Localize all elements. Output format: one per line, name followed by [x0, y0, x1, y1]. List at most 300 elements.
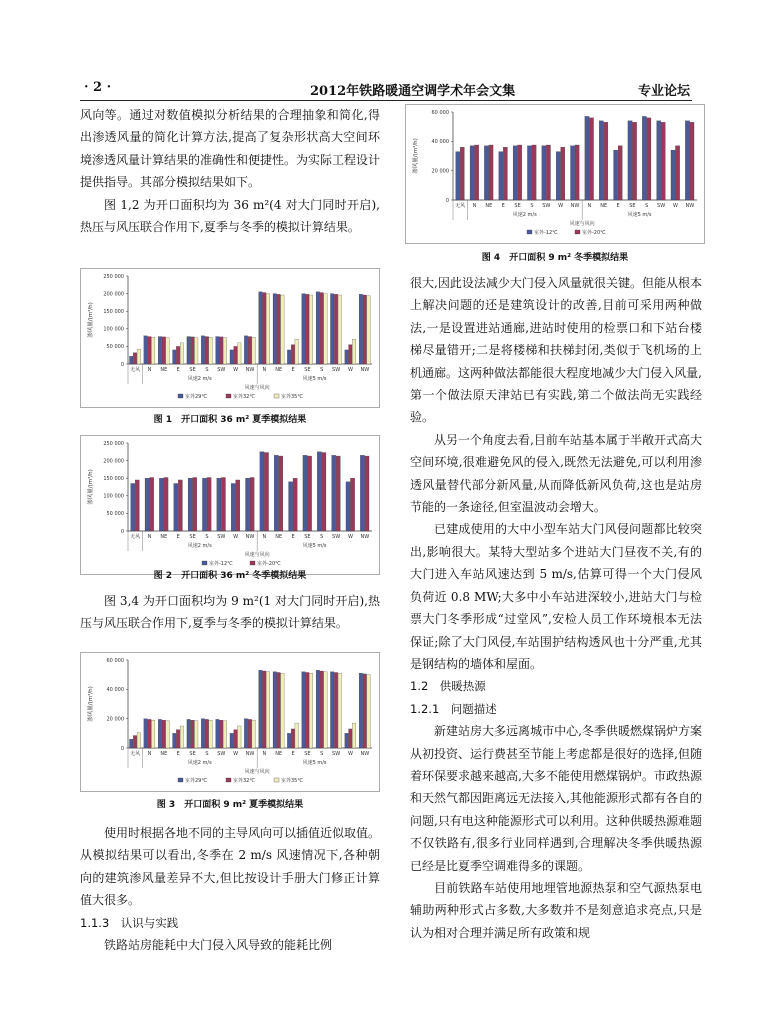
x-tick-label: NE [275, 751, 283, 757]
bar [287, 733, 290, 748]
figure-3-chart [80, 652, 380, 792]
x-tick-label: N [262, 367, 267, 373]
bar [166, 721, 169, 748]
x-tick-label: N [472, 203, 477, 209]
bar [349, 345, 352, 364]
bar [277, 672, 280, 748]
bar [460, 147, 464, 200]
bar [499, 152, 503, 200]
y-tick-label: 0 [445, 197, 449, 204]
x-tick-label: SW [217, 534, 226, 540]
paragraph: 目前铁路车站使用地埋管地源热泵和空气源热泵电辅助两种形式占多数,大多数并不是刻意追求亮点,只是认为相对合理并满足所有政策和规 [410, 880, 702, 940]
legend-swatch [202, 561, 207, 565]
right-text-block [410, 272, 702, 944]
bar [287, 350, 290, 364]
bar [201, 336, 204, 364]
bar [248, 719, 251, 748]
x-tick-label: NE [600, 203, 608, 209]
x-tick-label: N [262, 534, 267, 540]
bar [137, 733, 140, 748]
legend-swatch [226, 394, 231, 398]
bar [334, 672, 337, 748]
paragraph: 图 1,2 为开口面积均为 36 m²(4 对大门同时开启),热压与风压联合作用下,夏季与冬季的模拟计算结果。 [80, 197, 380, 235]
paragraph: 图 3,4 为开口面积均为 9 m²(1 对大门同时开启),热压与风压联合作用下,夏季与冬季的模拟计算结果。 [80, 594, 380, 631]
x-tick-label: S [530, 203, 534, 209]
bar [336, 456, 340, 531]
x-tick-label: E [176, 367, 180, 373]
bar [219, 720, 222, 748]
bar [293, 478, 297, 531]
bar [246, 478, 250, 531]
bar [618, 146, 622, 200]
figure-1-chart [80, 268, 380, 408]
group-label: 风速2 m/s [187, 543, 212, 549]
figure-4-caption: 图 4 开口面积 9 m² 冬季模拟结果 [481, 253, 629, 263]
bar [291, 729, 294, 748]
bar [145, 478, 149, 531]
x-axis-label: 风速与风向 [244, 769, 270, 775]
legend-label: 室外-20℃ [257, 561, 281, 567]
x-axis-label: 风速与风向 [244, 552, 270, 558]
bar [503, 147, 507, 200]
x-tick-label: S [320, 367, 324, 373]
journal-title: 2012年铁路暖通空调学术年会文集 [310, 84, 516, 99]
bar [367, 296, 370, 364]
legend-label: 室外35℃ [281, 778, 303, 784]
bar [324, 294, 327, 364]
y-tick-label: 0 [120, 745, 124, 752]
bar [209, 720, 212, 748]
bar [131, 483, 135, 531]
bar [345, 733, 348, 748]
figure-4-chart [405, 104, 705, 244]
x-tick-label: S [320, 534, 324, 540]
x-tick-label: W [558, 203, 564, 209]
bar [614, 150, 618, 200]
bar [266, 294, 269, 364]
bar [542, 146, 546, 200]
y-tick-label: 200 000 [103, 291, 124, 298]
y-tick-label: 20 000 [106, 716, 124, 723]
paragraph: 铁路站房能耗中大门侵入风导致的能耗比例 [104, 938, 333, 953]
bar [191, 337, 194, 364]
bar [281, 673, 284, 748]
x-tick-label: NW [360, 534, 370, 540]
x-tick-label: NE [275, 534, 283, 540]
running-header [80, 78, 692, 101]
bar [317, 452, 321, 531]
x-tick-label: S [205, 367, 209, 373]
legend-swatch [178, 778, 183, 782]
bar [180, 343, 183, 364]
bar [193, 477, 197, 531]
x-tick-label: SE [189, 751, 196, 757]
x-tick-label: W [672, 203, 678, 209]
bar [561, 147, 565, 200]
bar [188, 478, 192, 531]
subsection-heading: 1.2.1 问题描述 [410, 701, 497, 716]
x-tick-label: SE [304, 367, 311, 373]
bar [363, 295, 366, 364]
bar [238, 726, 241, 748]
x-tick-label: SW [332, 534, 341, 540]
bar [291, 345, 294, 364]
bar [316, 670, 319, 748]
bar [338, 673, 341, 748]
bar [205, 337, 208, 364]
bar [158, 337, 161, 364]
legend-label: 室外-20℃ [582, 230, 606, 236]
x-tick-label: NE [160, 534, 168, 540]
legend-label: 室外-12℃ [209, 561, 233, 567]
y-tick-label: 50 000 [106, 511, 124, 518]
left-text-block-2 [80, 590, 380, 635]
figure-2-caption: 图 2 开口面积 36 m² 冬季模拟结果 [153, 571, 307, 581]
bar [144, 336, 147, 364]
bar [260, 452, 264, 531]
bar [330, 294, 333, 364]
x-tick-label: N [147, 367, 152, 373]
bar [259, 670, 262, 748]
bar [234, 730, 237, 748]
bar [456, 152, 460, 200]
bar [223, 338, 226, 364]
paragraph: 很大,因此设法减少大门侵入风量就很关键。但能从根本上解决问题的还是建筑设计的改善,目前可采用两种做法,一是设置进站通廊,进站时使用的检票口和下站台楼梯尽量错开;二是将楼梯和扶梯封闭,类似于飞机场的上机通廊。这两种做法都能很大程度地减少大门侵入风量,第一个做法原天津站已有实践,第二个做法尚无实践经验。 [410, 276, 702, 425]
bar [352, 723, 355, 748]
figure-3-caption: 图 3 开口面积 9 m² 夏季模拟结果 [156, 800, 304, 810]
bar [484, 146, 488, 200]
y-axis-label: 渗风量/(m³/h) [88, 469, 94, 505]
bar [164, 477, 168, 531]
bar [628, 121, 632, 200]
legend-swatch [250, 561, 255, 565]
x-tick-label: W [233, 367, 239, 373]
y-axis-label: 渗风量/(m³/h) [88, 686, 94, 722]
x-tick-label: N [147, 751, 152, 757]
bar [661, 122, 665, 200]
bar [133, 353, 136, 364]
legend-swatch [527, 230, 532, 234]
bar [599, 121, 603, 200]
y-tick-label: 150 000 [103, 309, 124, 315]
x-tick-label: SW [657, 203, 666, 209]
y-tick-label: 0 [120, 361, 124, 368]
bar [178, 480, 182, 531]
bar [187, 719, 190, 748]
bar [324, 672, 327, 748]
bar [585, 116, 589, 200]
bar [306, 294, 309, 364]
bar [320, 293, 323, 364]
bar [359, 294, 362, 364]
x-tick-label: SW [332, 367, 341, 373]
group-label: 风速5 m/s [302, 376, 327, 382]
bar [194, 721, 197, 748]
bar [130, 739, 133, 748]
group-label: 风速2 m/s [187, 760, 212, 766]
bar [262, 671, 265, 748]
legend-label: 室外29℃ [185, 394, 207, 400]
x-tick-label: NW [245, 534, 255, 540]
group-label: 风速5 m/s [302, 543, 327, 549]
bar [642, 116, 646, 200]
bar [137, 349, 140, 364]
bar [352, 339, 355, 364]
x-axis-label: 风速与风向 [244, 385, 270, 391]
bar [360, 455, 364, 531]
section-heading: 1.2 供暖热源 [410, 679, 486, 694]
section-name: 专业论坛 [637, 84, 690, 99]
figure-2-chart [80, 435, 380, 575]
bar [151, 337, 154, 364]
bar [148, 719, 151, 748]
x-tick-label: SW [332, 751, 341, 757]
bar [234, 346, 237, 364]
x-tick-label: SE [304, 534, 311, 540]
bar [322, 453, 326, 531]
legend-swatch [274, 394, 279, 398]
bar [470, 146, 474, 200]
x-tick-label: NW [360, 751, 370, 757]
paragraph: 新建站房大多远离城市中心,冬季供暖燃煤锅炉方案从初投资、运行费甚至节能上考虑都是很好的选择,但随着环保要求越来越高,大多不能使用燃煤锅炉。市政热源和天然气都因距离远无法接入,其他能源形式都有各自的问题,只有电这种能源形式可以利用。这种供暖热源难题不仅铁路有,很多行业同样遇到,合理解决冬季供暖热源已经是比夏季空调难得多的课题。 [410, 724, 702, 873]
bar [359, 673, 362, 748]
x-tick-label: N [262, 751, 267, 757]
legend-label: 室外-12℃ [534, 230, 558, 236]
bar [690, 122, 694, 200]
y-tick-label: 40 000 [106, 687, 124, 694]
bar [575, 145, 579, 200]
bar [671, 150, 675, 200]
bar [277, 294, 280, 364]
y-tick-label: 100 000 [103, 493, 124, 500]
x-tick-label: 无风 [455, 203, 466, 209]
bar [221, 477, 225, 531]
bar [363, 674, 366, 748]
bar [309, 673, 312, 748]
bar [133, 736, 136, 748]
bar [264, 453, 268, 531]
page-number: · 2 · [84, 80, 112, 95]
y-tick-label: 20 000 [431, 168, 449, 175]
group-label: 风速5 m/s [627, 212, 652, 218]
paragraph: 风向等。通过对数值模拟分析结果的合理抽象和简化,得出渗透风量的简化计算方法,提高了复杂形状高大空间环境渗透风量计算结果的准确性和便捷性。为实际工程设计提供指导。其部分模拟结果如下。 [80, 108, 381, 190]
bar [201, 719, 204, 748]
bar [216, 337, 219, 364]
y-tick-label: 0 [120, 528, 124, 535]
x-tick-label: NW [685, 203, 695, 209]
bar [159, 478, 163, 531]
x-tick-label: NE [485, 203, 493, 209]
bar [166, 338, 169, 364]
bar [320, 671, 323, 748]
x-tick-label: E [176, 751, 180, 757]
x-tick-label: SW [217, 751, 226, 757]
bar [330, 672, 333, 748]
legend-swatch [226, 778, 231, 782]
bar [295, 723, 298, 748]
bar [266, 672, 269, 748]
y-tick-label: 200 000 [103, 458, 124, 465]
x-tick-label: E [501, 203, 505, 209]
bar [316, 292, 319, 364]
bar [685, 121, 689, 200]
x-tick-label: SE [304, 751, 311, 757]
bar [475, 145, 479, 200]
y-tick-label: 60 000 [431, 109, 449, 116]
bar [158, 719, 161, 748]
x-tick-label: E [291, 534, 295, 540]
x-tick-label: NW [570, 203, 580, 209]
bar [334, 294, 337, 364]
bar [632, 122, 636, 200]
bar [150, 477, 154, 531]
bar [217, 478, 221, 531]
group-label: 风速2 m/s [512, 212, 537, 218]
x-tick-label: SW [542, 203, 551, 209]
legend-swatch [575, 230, 580, 234]
x-tick-label: E [176, 534, 180, 540]
x-tick-label: NW [245, 751, 255, 757]
x-tick-label: SE [189, 534, 196, 540]
bar [194, 338, 197, 364]
y-tick-label: 250 000 [103, 440, 124, 447]
paragraph: 使用时根据各地不同的主导风向可以插值近似取值。从模拟结果可以看出,冬季在 2 m/s 风速情况下,各种朝向的建筑渗风量差异不大,但比按设计手册大门修正计算值大很多。 [80, 826, 381, 908]
bar [230, 733, 233, 748]
bar [279, 456, 283, 531]
x-tick-label: E [291, 367, 295, 373]
x-tick-label: 无风 [130, 751, 141, 757]
legend-label: 室外29℃ [185, 778, 207, 784]
y-tick-label: 150 000 [103, 476, 124, 482]
x-tick-label: W [347, 367, 353, 373]
bar [657, 121, 661, 200]
bar [230, 350, 233, 364]
paragraph: 已建成使用的大中小型车站大门风侵问题都比较突出,影响很大。某特大型站多个进站大门昼夜不关,有的大门进入车站风速达到 5 m/s,估算可得一个大门侵风负荷近 0.8 MW;大多中小车站进深较小,进站大门与检票大门冬季形成“过堂风”,安检人员工作环境根本无法保证;除了大门风侵,车站围护结构透风也十分严重,尤其是钢结构的墙体和屋面。 [410, 522, 702, 671]
bar [346, 482, 350, 531]
bar [556, 152, 560, 200]
bar [295, 339, 298, 364]
bar [274, 455, 278, 531]
bar [180, 726, 183, 748]
bar [546, 145, 550, 200]
x-tick-label: W [233, 751, 239, 757]
y-axis-label: 渗风量/(m³/h) [88, 302, 94, 338]
bar [532, 145, 536, 200]
bar [202, 478, 206, 531]
bar [489, 145, 493, 200]
y-tick-label: 250 000 [103, 273, 124, 280]
paragraph: 从另一个角度去看,目前车站基本属于半敞开式高大空间环境,很难避免风的侵入,既然无法避免,可以利用渗透风量替代部分新风量,从而降低新风负荷,这也是站房节能的一条途径,但室温波动会增大。 [410, 432, 702, 515]
x-tick-label: S [320, 751, 324, 757]
bar [259, 292, 262, 364]
bar [527, 146, 531, 200]
x-tick-label: S [205, 534, 209, 540]
y-tick-label: 60 000 [106, 657, 124, 664]
bar [604, 122, 608, 200]
figure-1-caption: 图 1 开口面积 36 m² 夏季模拟结果 [153, 415, 307, 425]
bar [223, 721, 226, 748]
bar [191, 720, 194, 748]
x-tick-label: SE [514, 203, 521, 209]
bar [236, 480, 240, 531]
bar [518, 145, 522, 200]
x-tick-label: NE [160, 751, 168, 757]
x-tick-label: NW [245, 367, 255, 373]
subsection-heading: 1.1.3 认识与实践 [80, 915, 179, 930]
x-tick-label: W [347, 534, 353, 540]
legend-label: 室外32℃ [233, 778, 255, 784]
x-tick-label: W [347, 751, 353, 757]
legend-label: 室外35℃ [281, 394, 303, 400]
y-tick-label: 50 000 [106, 344, 124, 351]
x-tick-label: N [587, 203, 592, 209]
bar [252, 720, 255, 748]
x-tick-label: N [147, 534, 152, 540]
bar [513, 146, 517, 200]
bar [309, 295, 312, 364]
bar [365, 456, 369, 531]
bar [176, 730, 179, 748]
bar [273, 672, 276, 748]
bar [647, 118, 651, 200]
bar [130, 356, 133, 364]
bar [176, 346, 179, 364]
bar [252, 337, 255, 364]
x-tick-label: SW [217, 367, 226, 373]
bar [302, 294, 305, 364]
x-tick-label: NW [360, 367, 370, 373]
left-text-block-3 [80, 822, 380, 956]
bar [345, 350, 348, 364]
bar [250, 477, 254, 531]
x-tick-label: 无风 [130, 367, 141, 373]
x-tick-label: E [291, 751, 295, 757]
bar [174, 483, 178, 531]
bar [273, 294, 276, 364]
x-tick-label: E [616, 203, 620, 209]
x-tick-label: NE [160, 367, 168, 373]
bar [281, 295, 284, 364]
x-tick-label: SE [629, 203, 636, 209]
left-text-block-1 [80, 104, 380, 238]
bar [209, 337, 212, 364]
bar [205, 719, 208, 748]
bar [350, 478, 354, 531]
bar [187, 337, 190, 364]
bar [675, 146, 679, 200]
x-tick-label: S [205, 751, 209, 757]
bar [338, 295, 341, 364]
y-axis-label: 渗风量/(m³/h) [413, 138, 419, 174]
bar [332, 455, 336, 531]
bar [216, 719, 219, 748]
bar [306, 672, 309, 748]
x-tick-label: SE [189, 367, 196, 373]
group-label: 风速5 m/s [302, 760, 327, 766]
x-tick-label: NE [275, 367, 283, 373]
x-tick-label: 无风 [130, 534, 141, 540]
bar [302, 672, 305, 748]
bar [367, 675, 370, 748]
bar [289, 482, 293, 531]
bar [144, 719, 147, 748]
x-tick-label: S [645, 203, 649, 209]
bar [151, 720, 154, 748]
bar [262, 293, 265, 364]
bar [307, 456, 311, 531]
bar [303, 455, 307, 531]
legend-swatch [178, 394, 183, 398]
